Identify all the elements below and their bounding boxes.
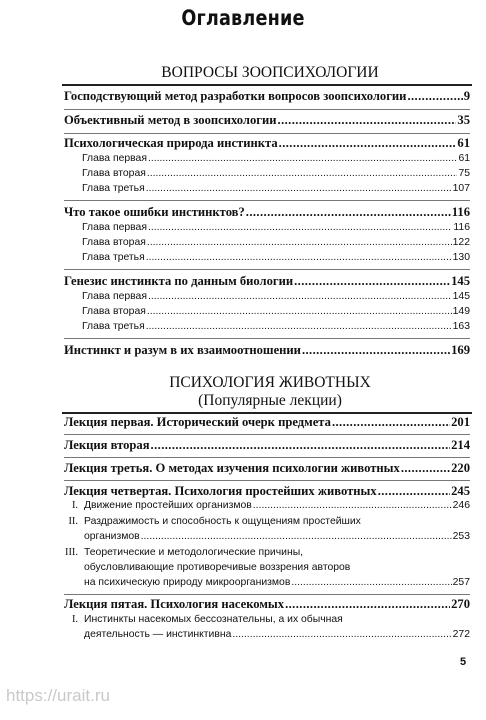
entry-separator [64,594,470,595]
entry-page: 145 [451,274,470,288]
entry-page: 253 [452,531,470,542]
toc-subentry[interactable] [82,183,470,194]
entry-page: 149 [452,306,470,317]
dot-leader [148,222,452,233]
entry-page: 214 [451,438,470,452]
entry-page: 122 [452,237,470,248]
dot-leader [146,183,452,194]
entry-page: 270 [451,597,470,611]
toc-subentry[interactable] [82,252,470,263]
entry-title: организмов [84,531,140,542]
toc-entry[interactable] [64,484,470,499]
entry-page: 220 [451,461,470,475]
entry-title: Лекция четвертая. Психология простейших животных [64,484,377,498]
entry-page: 75 [458,168,470,179]
roman-numeral: I. [71,614,78,625]
toc-subentry[interactable] [84,500,470,511]
toc-subentry[interactable] [84,629,470,640]
entry-title: Глава первая [82,153,147,164]
entry-page: 272 [452,629,470,640]
toc-subentry[interactable] [84,531,470,542]
page-title: Оглавление [181,6,305,30]
dot-leader [291,577,451,588]
entry-page: 116 [451,205,470,219]
toc-entry[interactable] [64,415,470,430]
toc-subentry[interactable] [84,577,470,588]
toc-subentry[interactable] [82,168,470,179]
entry-title: Движение простейших организмов [84,500,252,511]
entry-page: 116 [453,222,470,233]
dot-leader [232,629,451,640]
entry-separator [64,200,470,201]
dot-leader [253,500,452,511]
toc-subentry[interactable] [82,306,470,317]
section-rule [62,84,472,86]
toc-subentry-line[interactable]: обусловливающие противоречивые воззрения авторов [84,562,351,573]
entry-title: Глава вторая [82,168,146,179]
entry-page: 35 [457,113,470,127]
entry-separator [64,480,470,481]
toc-subentry-line[interactable]: Теоретические и методологические причины, [84,547,304,558]
entry-page: 107 [452,183,470,194]
toc-subentry[interactable] [82,237,470,248]
entry-title: Господствующий метод разработки вопросов зоопсихологии [64,89,407,103]
section-subheading: (Популярные лекции) [198,392,342,409]
dot-leader [278,113,457,128]
entry-title: Глава первая [82,222,147,233]
entry-page: 9 [463,89,470,103]
entry-page: 169 [451,343,470,357]
entry-page: 201 [451,415,470,429]
entry-separator [64,133,470,134]
dot-leader [146,321,452,332]
entry-title: Психологическая природа инстинкта [64,136,278,150]
entry-title: Объективный метод в зоопсихологии [64,113,277,127]
dot-leader [147,237,452,248]
toc-entry[interactable] [64,89,470,104]
dot-leader [146,252,452,263]
entry-title: Инстинкт и разум в их взаимоотношении [64,343,301,357]
entry-page: 246 [452,500,470,511]
toc-subentry-line[interactable]: Раздражимость и способность к ощущениям простейших [84,516,361,527]
dot-leader [332,415,450,430]
toc-subentry[interactable] [82,321,470,332]
entry-separator [64,338,470,339]
toc-entry[interactable] [64,136,470,151]
dot-leader [246,205,451,220]
entry-title: Генезис инстинкта по данным биологии [64,274,294,288]
entry-title: Глава вторая [82,306,146,317]
section-heading-animal-psychology: ПСИХОЛОГИЯ ЖИВОТНЫХ [169,374,371,391]
entry-title: Лекция пятая. Психология насекомых [64,597,285,611]
roman-numeral: II. [68,516,78,527]
roman-numeral: III. [65,547,78,558]
entry-title: Глава третья [82,321,145,332]
dot-leader [151,438,451,453]
entry-title: Лекция первая. Исторический очерк предмета [64,415,331,429]
entry-separator [64,109,470,110]
toc-entry[interactable] [64,438,470,453]
entry-title: Лекция вторая [64,438,150,452]
entry-page: 61 [458,153,470,164]
entry-title: на психическую природу микроорганизмов [84,577,291,588]
dot-leader [279,136,457,151]
page-number: 5 [460,656,467,668]
toc-entry[interactable] [64,343,470,358]
dot-leader [147,306,452,317]
toc-entry[interactable] [64,274,470,289]
toc-subentry[interactable] [82,222,470,233]
dot-leader [378,484,450,499]
entry-separator [64,457,470,458]
entry-title: Глава первая [82,291,147,302]
dot-leader [148,153,457,164]
entry-page: 130 [452,252,470,263]
entry-separator [64,269,470,270]
roman-numeral: I. [71,500,78,511]
toc-entry[interactable] [64,205,470,220]
dot-leader [294,274,450,289]
entry-page: 61 [457,136,470,150]
toc-subentry[interactable] [82,291,470,302]
toc-subentry[interactable] [82,153,470,164]
entry-title: деятельность — инстинктивна [84,629,232,640]
entry-title: Лекция третья. О методах изучения психологии животных [64,461,400,475]
entry-title: Глава третья [82,183,145,194]
entry-separator [64,434,470,435]
entry-title: Глава вторая [82,237,146,248]
section-rule [62,412,472,414]
entry-page: 245 [451,484,470,498]
dot-leader [147,168,458,179]
entry-page: 257 [452,577,470,588]
dot-leader [141,531,452,542]
dot-leader [285,597,450,612]
entry-title: Что такое ошибки инстинктов? [64,205,245,219]
toc-entry[interactable] [64,113,470,128]
dot-leader [148,291,452,302]
entry-page: 163 [452,321,470,332]
toc-entry[interactable] [64,597,470,612]
section-heading-zoopsychology: ВОПРОСЫ ЗООПСИХОЛОГИИ [161,64,379,81]
dot-leader [401,461,450,476]
toc-subentry-line[interactable]: Инстинкты насекомых бессознательны, а их обычная [84,614,343,625]
toc-entry[interactable] [64,461,470,476]
entry-page: 145 [452,291,470,302]
entry-title: Глава третья [82,252,145,263]
dot-leader [302,343,450,358]
dot-leader [407,89,462,104]
watermark: https://urait.ru [6,686,110,705]
